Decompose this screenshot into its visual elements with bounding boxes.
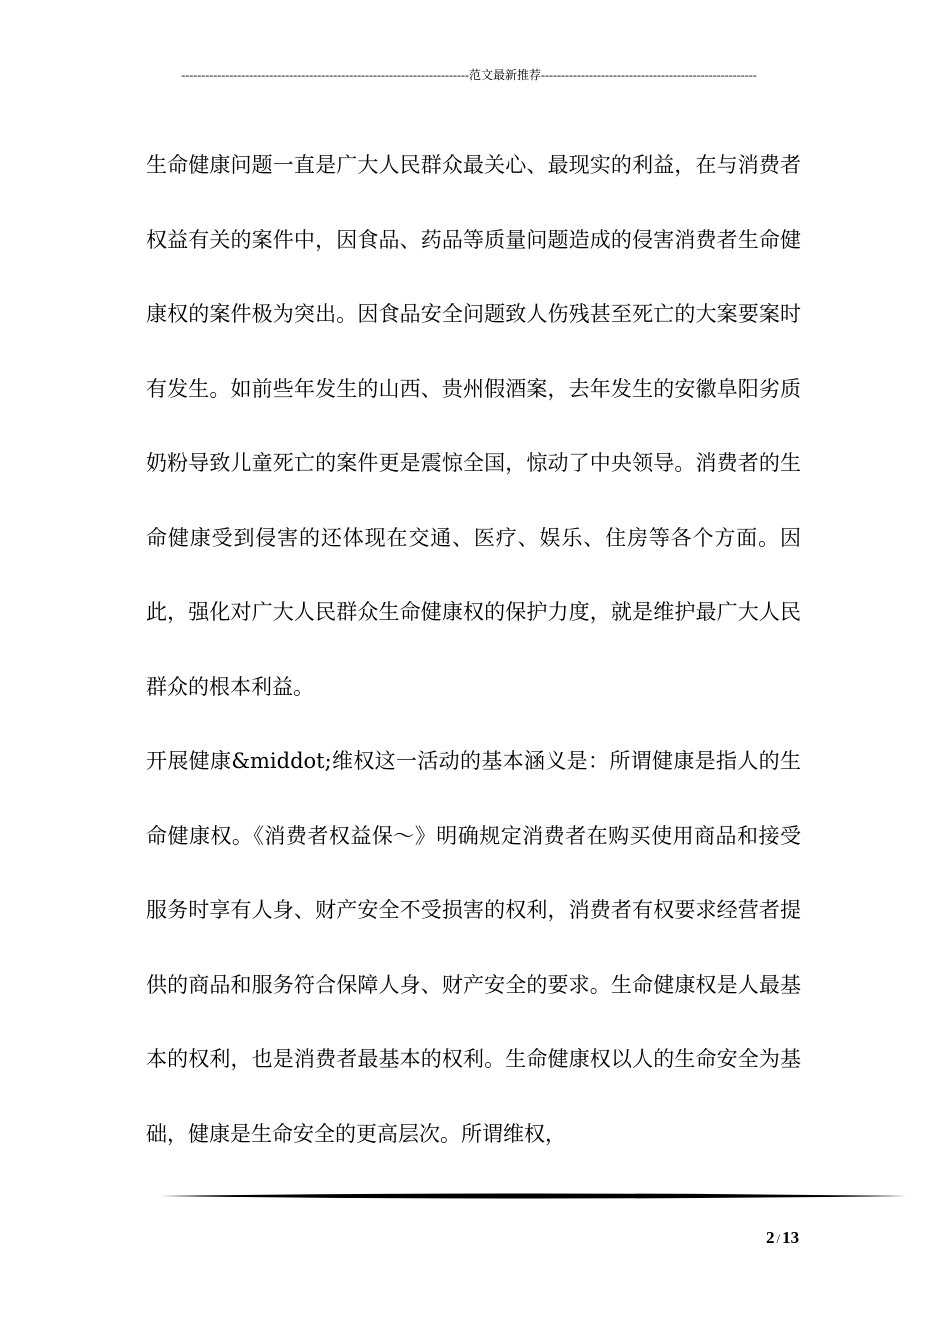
page-total: 13: [782, 1228, 800, 1247]
document-body: [146, 128, 801, 1171]
paragraph-2: 开展健康&middot;维权这一活动的基本涵义是：所谓健康是指人的生命健康权。《消费者权益保～》明确规定消费者在购买使用商品和接受服务时享有人身、财产安全不受损害的权利，消费者有权要求经营者提供的商品和服务符合保障人身、财产安全的要求。生命健康权是人最基本的权利，也是消费者最基本的权利。生命健康权以人的生命安全为基础，健康是生命安全的更高层次。所谓维权，: [146, 749, 801, 1146]
footer-divider: [160, 1192, 906, 1200]
page-number: [766, 1228, 799, 1249]
page-separator: /: [776, 1231, 781, 1246]
page-header: ------------------------------------------------------------------------范文最新推荐------------------------------------------------------: [181, 68, 757, 82]
paragraph-1: 生命健康问题一直是广大人民群众最关心、最现实的利益，在与消费者权益有关的案件中，因食品、药品等质量问题造成的侵害消费者生命健康权的案件极为突出。因食品安全问题致人伤残甚至死亡的大案要案时有发生。如前些年发生的山西、贵州假酒案，去年发生的安徽阜阳劣质奶粉导致儿童死亡的案件更是震惊全国，惊动了中央领导。消费者的生命健康受到侵害的还体现在交通、医疗、娱乐、住房等各个方面。因此，强化对广大人民群众生命健康权的保护力度，就是维护最广大人民群众的根本利益。: [146, 153, 801, 699]
page-current: 2: [766, 1228, 775, 1247]
